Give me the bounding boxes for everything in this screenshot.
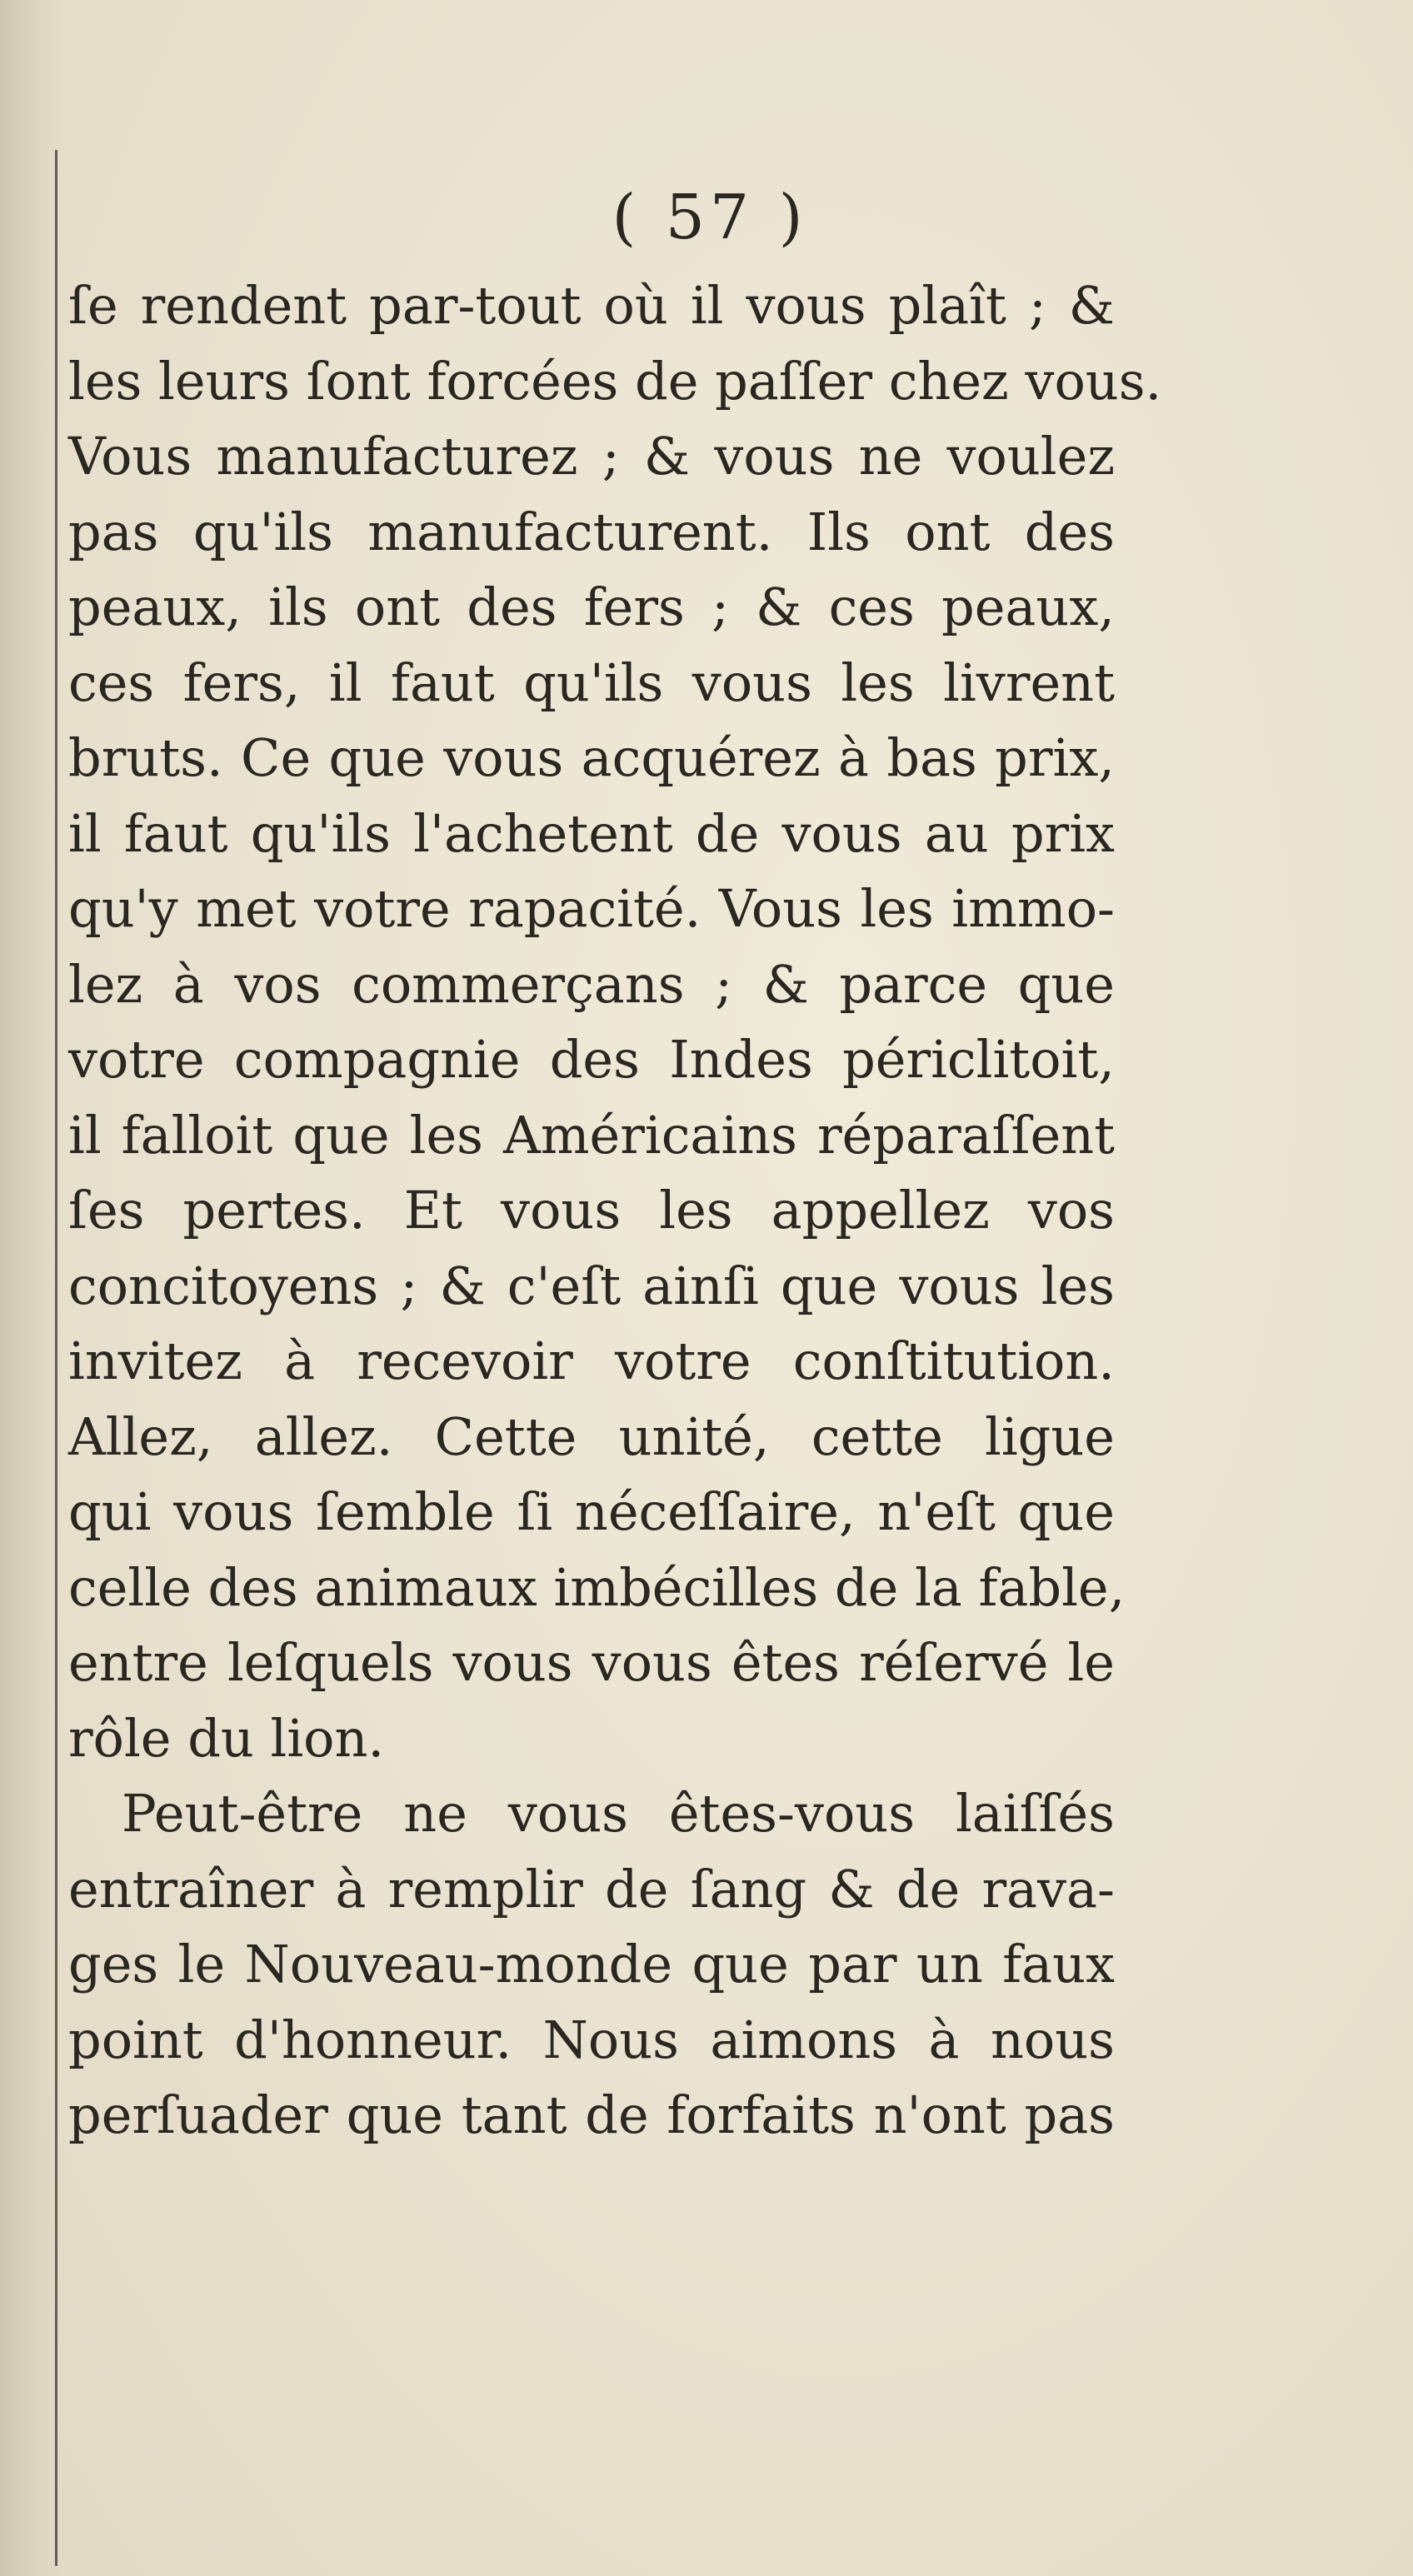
text-line: concitoyens ; & c'eſt ainſi que vous les: [68, 1255, 1115, 1316]
binding-edge: [55, 150, 57, 2566]
text-line: entre leſquels vous vous êtes réſervé le: [68, 1632, 1115, 1693]
text-line: perſuader que tant de forfaits n'ont pas: [68, 2084, 1115, 2145]
text-line: ges le Nouveau-monde que par un faux: [68, 1934, 1115, 1994]
text-line: les leurs ſont forcées de paſſer chez vous.: [68, 350, 1162, 412]
text-line: peaux, ils ont des fers ; & ces peaux,: [68, 577, 1115, 637]
page-gutter-shadow: [0, 0, 62, 2576]
text-line: ſe rendent par-tout où il vous plaît ; &: [68, 275, 1115, 336]
text-line: qu'y met votre rapacité. Vous les immo-: [68, 878, 1115, 939]
text-line: celle des animaux imbécilles de la fable,: [68, 1556, 1126, 1618]
paragraph-start-line: Peut-être ne vous êtes-vous laiſſés: [122, 1783, 1115, 1844]
text-line: lez à vos commerçans ; & parce que: [68, 953, 1115, 1015]
text-line: Allez, allez. Cette unité, cette ligue: [68, 1405, 1115, 1467]
text-line: il faut qu'ils l'achetent de vous au prix: [68, 802, 1115, 864]
text-line: pas qu'ils manufacturent. Ils ont des: [68, 501, 1115, 562]
text-line: qui vous ſemble ſi néceſſaire, n'eſt que: [68, 1481, 1115, 1542]
text-line: ces fers, il faut qu'ils vous les livrent: [68, 651, 1115, 713]
paragraph-end-line: rôle du lion.: [68, 1707, 385, 1769]
text-line: il falloit que les Américains réparaſſent: [68, 1104, 1115, 1166]
text-line: ſes pertes. Et vous les appellez vos: [68, 1180, 1115, 1241]
text-line: votre compagnie des Indes périclitoit,: [68, 1029, 1115, 1090]
body-text: [68, 268, 1162, 2154]
text-line: Vous manufacturez ; & vous ne voulez: [68, 426, 1115, 487]
text-line: bruts. Ce que vous acquérez à bas prix,: [68, 727, 1115, 788]
text-line: invitez à recevoir votre conſtitution.: [68, 1330, 1115, 1391]
text-line: entraîner à remplir de ſang & de rava-: [68, 1858, 1115, 1920]
text-line: point d'honneur. Nous aimons à nous: [68, 2009, 1115, 2070]
page-number: ( 57 ): [612, 182, 808, 253]
